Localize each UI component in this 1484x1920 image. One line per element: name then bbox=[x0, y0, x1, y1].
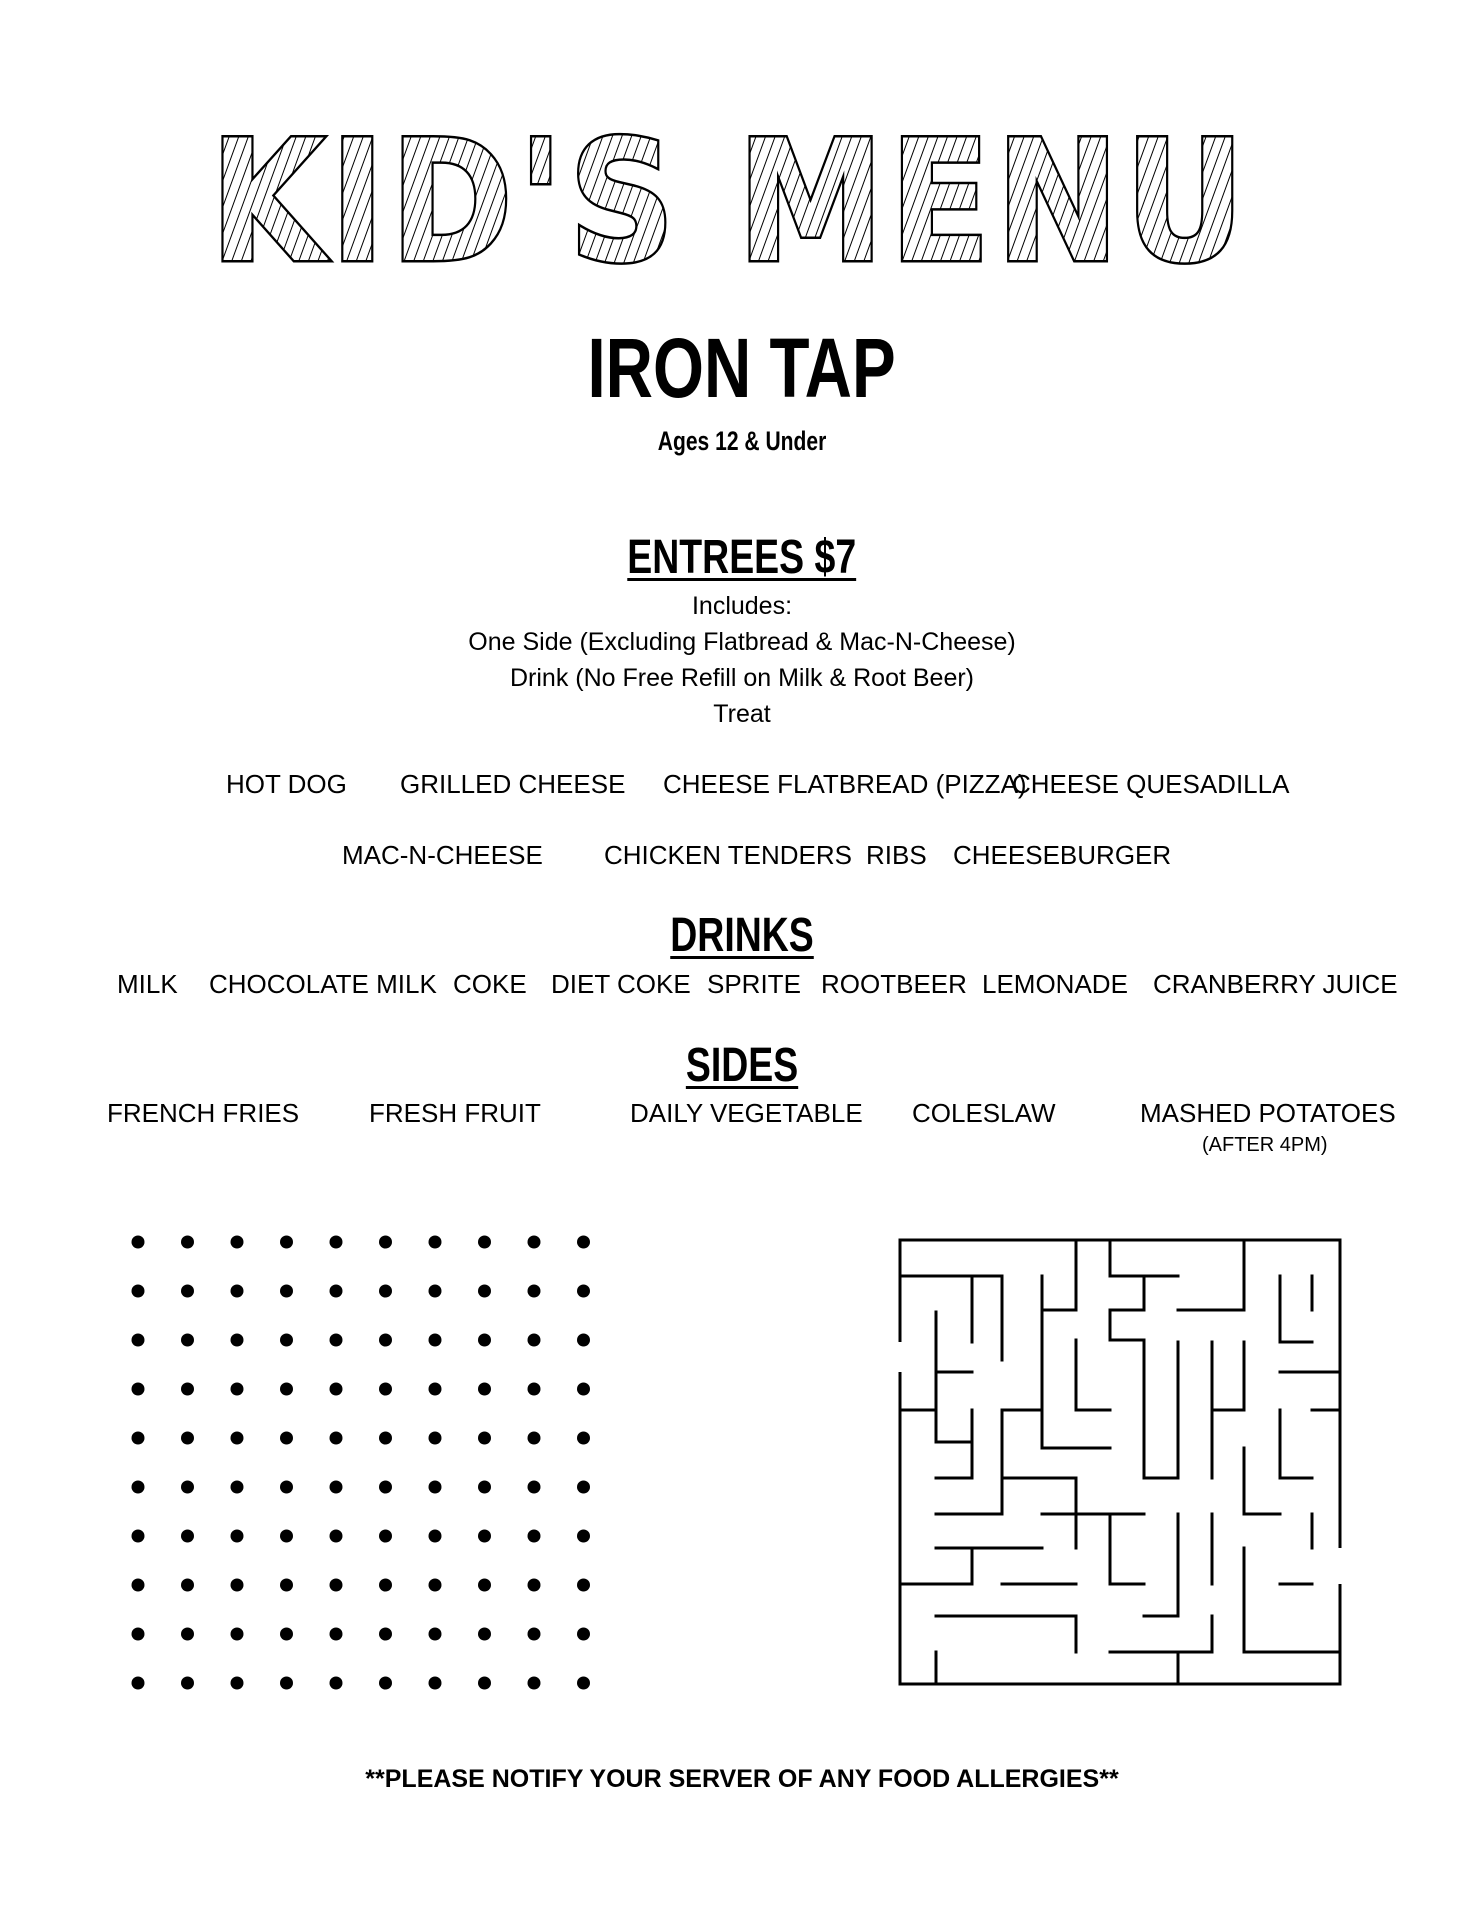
entree-item: CHEESE QUESADILLA bbox=[1012, 769, 1290, 799]
grid-dot[interactable] bbox=[280, 1628, 293, 1641]
includes-side: One Side (Excluding Flatbread & Mac-N-Cheese) bbox=[468, 628, 1016, 656]
side-availability-note: (AFTER 4PM) bbox=[1202, 1134, 1328, 1156]
grid-dot[interactable] bbox=[577, 1481, 590, 1494]
grid-dot[interactable] bbox=[132, 1334, 145, 1347]
dot-grid-game[interactable] bbox=[120, 1224, 600, 1696]
grid-dot[interactable] bbox=[577, 1383, 590, 1396]
grid-dot[interactable] bbox=[528, 1432, 541, 1445]
restaurant-name: IRON TAP bbox=[587, 321, 897, 415]
grid-dot[interactable] bbox=[528, 1285, 541, 1298]
grid-dot[interactable] bbox=[577, 1579, 590, 1592]
drink-item: DIET COKE bbox=[551, 969, 691, 999]
grid-dot[interactable] bbox=[429, 1579, 442, 1592]
grid-dot[interactable] bbox=[231, 1628, 244, 1641]
grid-dot[interactable] bbox=[429, 1677, 442, 1690]
grid-dot[interactable] bbox=[577, 1530, 590, 1543]
grid-dot[interactable] bbox=[181, 1579, 194, 1592]
grid-dot[interactable] bbox=[379, 1628, 392, 1641]
grid-dot[interactable] bbox=[132, 1579, 145, 1592]
grid-dot[interactable] bbox=[478, 1285, 491, 1298]
grid-dot[interactable] bbox=[478, 1481, 491, 1494]
grid-dot[interactable] bbox=[132, 1383, 145, 1396]
entree-item: CHEESE FLATBREAD (PIZZA) bbox=[663, 769, 1027, 799]
grid-dot[interactable] bbox=[478, 1677, 491, 1690]
grid-dot[interactable] bbox=[429, 1481, 442, 1494]
grid-dot[interactable] bbox=[132, 1432, 145, 1445]
grid-dot[interactable] bbox=[132, 1285, 145, 1298]
grid-dot[interactable] bbox=[330, 1334, 343, 1347]
grid-dot[interactable] bbox=[231, 1677, 244, 1690]
grid-dot[interactable] bbox=[577, 1432, 590, 1445]
entree-item: CHEESEBURGER bbox=[953, 840, 1172, 870]
side-item: FRESH FRUIT bbox=[369, 1098, 541, 1128]
grid-dot[interactable] bbox=[132, 1530, 145, 1543]
grid-dot[interactable] bbox=[132, 1481, 145, 1494]
grid-dot[interactable] bbox=[231, 1579, 244, 1592]
grid-dot[interactable] bbox=[528, 1579, 541, 1592]
includes-treat: Treat bbox=[713, 700, 771, 728]
grid-dot[interactable] bbox=[231, 1432, 244, 1445]
grid-dot[interactable] bbox=[132, 1628, 145, 1641]
grid-dot[interactable] bbox=[181, 1432, 194, 1445]
includes-label: Includes: bbox=[691, 592, 793, 620]
grid-dot[interactable] bbox=[478, 1432, 491, 1445]
grid-dot[interactable] bbox=[231, 1383, 244, 1396]
entree-item: RIBS bbox=[866, 840, 927, 870]
entree-item: GRILLED CHEESE bbox=[400, 769, 626, 799]
grid-dot[interactable] bbox=[429, 1285, 442, 1298]
grid-dot[interactable] bbox=[429, 1334, 442, 1347]
grid-dot[interactable] bbox=[528, 1530, 541, 1543]
grid-dot[interactable] bbox=[478, 1530, 491, 1543]
grid-dot[interactable] bbox=[478, 1383, 491, 1396]
grid-dot[interactable] bbox=[379, 1383, 392, 1396]
grid-dot[interactable] bbox=[280, 1530, 293, 1543]
grid-dot[interactable] bbox=[280, 1334, 293, 1347]
grid-dot[interactable] bbox=[379, 1432, 392, 1445]
maze-walls bbox=[900, 1240, 1340, 1684]
entree-item: HOT DOG bbox=[226, 769, 347, 799]
entree-item: CHICKEN TENDERS bbox=[604, 840, 853, 870]
grid-dot[interactable] bbox=[330, 1432, 343, 1445]
grid-dot[interactable] bbox=[181, 1481, 194, 1494]
grid-dot[interactable] bbox=[528, 1383, 541, 1396]
grid-dot[interactable] bbox=[379, 1236, 392, 1249]
grid-dot[interactable] bbox=[577, 1285, 590, 1298]
grid-dot[interactable] bbox=[181, 1677, 194, 1690]
entrees-heading: ENTREES $7 bbox=[627, 531, 857, 584]
includes-drink: Drink (No Free Refill on Milk & Root Beer) bbox=[509, 664, 974, 692]
grid-dot[interactable] bbox=[379, 1481, 392, 1494]
grid-dot[interactable] bbox=[429, 1383, 442, 1396]
grid-dot[interactable] bbox=[577, 1334, 590, 1347]
grid-dot[interactable] bbox=[429, 1530, 442, 1543]
age-restriction: Ages 12 & Under bbox=[657, 426, 827, 456]
grid-dot[interactable] bbox=[181, 1628, 194, 1641]
grid-dot[interactable] bbox=[330, 1579, 343, 1592]
grid-dot[interactable] bbox=[330, 1383, 343, 1396]
grid-dot[interactable] bbox=[528, 1628, 541, 1641]
grid-dot[interactable] bbox=[132, 1236, 145, 1249]
grid-dot[interactable] bbox=[478, 1334, 491, 1347]
grid-dot[interactable] bbox=[330, 1481, 343, 1494]
grid-dot[interactable] bbox=[379, 1677, 392, 1690]
grid-dot[interactable] bbox=[181, 1530, 194, 1543]
side-item: COLESLAW bbox=[912, 1098, 1056, 1128]
grid-dot[interactable] bbox=[379, 1285, 392, 1298]
grid-dot[interactable] bbox=[379, 1530, 392, 1543]
grid-dot[interactable] bbox=[181, 1334, 194, 1347]
grid-dot[interactable] bbox=[379, 1334, 392, 1347]
maze-puzzle[interactable] bbox=[892, 1232, 1352, 1692]
grid-dot[interactable] bbox=[280, 1432, 293, 1445]
side-item: DAILY VEGETABLE bbox=[630, 1098, 863, 1128]
allergy-notice: **PLEASE NOTIFY YOUR SERVER OF ANY FOOD ALLERGIES** bbox=[365, 1765, 1119, 1793]
side-item: MASHED POTATOES bbox=[1140, 1098, 1396, 1128]
drink-item: MILK bbox=[117, 969, 178, 999]
grid-dot[interactable] bbox=[577, 1236, 590, 1249]
grid-dot[interactable] bbox=[280, 1481, 293, 1494]
grid-dot[interactable] bbox=[429, 1236, 442, 1249]
grid-dot[interactable] bbox=[280, 1285, 293, 1298]
entree-item: MAC-N-CHEESE bbox=[342, 840, 543, 870]
grid-dot[interactable] bbox=[231, 1285, 244, 1298]
grid-dot[interactable] bbox=[330, 1530, 343, 1543]
grid-dot[interactable] bbox=[231, 1334, 244, 1347]
grid-dot[interactable] bbox=[528, 1481, 541, 1494]
logo-text: KID'S MENU bbox=[210, 104, 1250, 300]
grid-dot[interactable] bbox=[181, 1236, 194, 1249]
grid-dot[interactable] bbox=[280, 1236, 293, 1249]
grid-dot[interactable] bbox=[280, 1383, 293, 1396]
kids-menu-logo bbox=[200, 104, 1260, 300]
grid-dot[interactable] bbox=[280, 1579, 293, 1592]
grid-dot[interactable] bbox=[577, 1677, 590, 1690]
grid-dot[interactable] bbox=[528, 1236, 541, 1249]
sides-heading: SIDES bbox=[685, 1039, 799, 1092]
grid-dot[interactable] bbox=[478, 1628, 491, 1641]
grid-dot[interactable] bbox=[330, 1628, 343, 1641]
grid-dot[interactable] bbox=[181, 1383, 194, 1396]
drink-item: ROOTBEER bbox=[821, 969, 967, 999]
side-item: FRENCH FRIES bbox=[107, 1098, 300, 1128]
grid-dot[interactable] bbox=[330, 1285, 343, 1298]
grid-dot[interactable] bbox=[429, 1628, 442, 1641]
grid-dot[interactable] bbox=[330, 1236, 343, 1249]
drink-item: SPRITE bbox=[707, 969, 801, 999]
drink-item: CHOCOLATE MILK bbox=[209, 969, 437, 999]
grid-dot[interactable] bbox=[231, 1530, 244, 1543]
drink-item: COKE bbox=[453, 969, 527, 999]
grid-dot[interactable] bbox=[280, 1677, 293, 1690]
grid-dot[interactable] bbox=[478, 1236, 491, 1249]
grid-dot[interactable] bbox=[429, 1432, 442, 1445]
drink-item: LEMONADE bbox=[982, 969, 1128, 999]
drinks-heading: DRINKS bbox=[670, 909, 814, 962]
grid-dot[interactable] bbox=[528, 1677, 541, 1690]
grid-dot[interactable] bbox=[577, 1628, 590, 1641]
grid-dot[interactable] bbox=[330, 1677, 343, 1690]
grid-dot[interactable] bbox=[528, 1334, 541, 1347]
grid-dot[interactable] bbox=[231, 1481, 244, 1494]
grid-dot[interactable] bbox=[379, 1579, 392, 1592]
grid-dot[interactable] bbox=[181, 1285, 194, 1298]
grid-dot[interactable] bbox=[132, 1677, 145, 1690]
grid-dot[interactable] bbox=[478, 1579, 491, 1592]
drink-item: CRANBERRY JUICE bbox=[1153, 969, 1398, 999]
grid-dot[interactable] bbox=[231, 1236, 244, 1249]
